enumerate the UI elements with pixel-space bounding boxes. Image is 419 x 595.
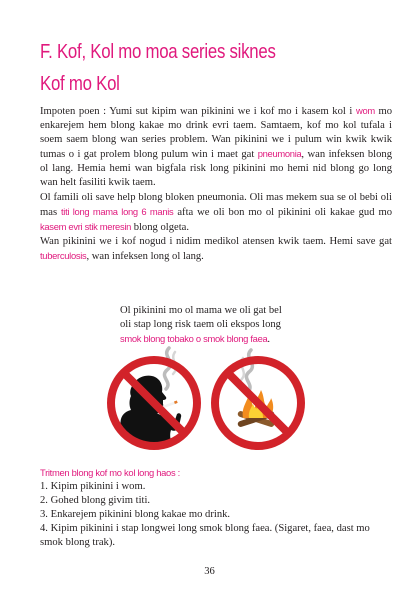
text-span: Impoten poen : Yumi sut kipim wan pikinini we i kof mo i kasem kol i — [40, 106, 356, 117]
treatment-heading: Tritmen blong kof mo kol long haos : — [40, 467, 180, 478]
home-treatment-section — [40, 465, 392, 550]
treatment-list — [40, 480, 392, 550]
no-fire-sign-icon — [203, 346, 313, 456]
paragraph-important-point — [40, 104, 392, 191]
text-span: , wan infeksen blong ol lang. Hemia hemi wan bigfala risk long pikinini mo hemi nid blong go long wan helt fasiliti kwik taem. — [40, 149, 393, 189]
section-subtitle: Kof mo Kol — [40, 73, 120, 95]
highlight-wom: wom — [355, 105, 375, 116]
page-number: 36 — [204, 566, 215, 577]
list-item: 2. Gohed blong givim titi. — [40, 495, 151, 507]
text-span: afta we oli bon mo ol pikinini oli kakae gud mo — [173, 206, 392, 218]
highlight-pneumonia: pneumonia — [257, 148, 302, 160]
paragraph-prevention — [40, 191, 392, 235]
text-span: Ol famili oli save help blong bloken pneumonia. Oli mas mekem sua se ol bebi oli mas — [40, 191, 392, 218]
warning-icons — [0, 346, 419, 458]
text-span: . — [267, 334, 271, 346]
no-smoking-sign-icon — [99, 346, 209, 456]
text-span: blong olgeta. — [131, 221, 190, 233]
list-item: 1. Kipim pikinini i wom. — [40, 481, 146, 492]
smoke-risk-note — [120, 304, 320, 347]
highlight-vaccines: kasem evri stik meresin — [40, 220, 132, 232]
section-title: F. Kof, Kol mo moa series siknes — [40, 41, 276, 63]
note-line-1: Ol pikinini mo ol mama we oli gat bel — [120, 305, 282, 316]
highlight-breastfeeding: titi long mama long 6 manis — [61, 205, 174, 217]
list-item: 3. Enkarejem pikinini blong kakae mo drink. — [40, 509, 231, 521]
text-span: , wan infeksen long ol lang. — [86, 250, 204, 262]
note-line-2: oli stap long risk taem oli ekspos long — [120, 319, 281, 331]
text-span: Wan pikinini we i kof nogud i nidim medikol atensen kwik taem. Hemi save gat — [40, 235, 392, 247]
body-text — [40, 104, 392, 264]
text-span: mo enkarejem hem blong kakae mo drink evri taem. Samtaem, kof mo kol tufala i soem saem blong wan series problem. Wan pikinini we i pulum win kwik kwik tumas o i gat prolem blong pulum win i maet gat — [40, 106, 393, 161]
highlight-smoke: smok blong tobako o smok blong faea — [120, 333, 268, 345]
paragraph-tuberculosis — [40, 235, 392, 264]
highlight-tuberculosis: tuberculosis — [40, 249, 87, 261]
list-item: 4. Kipim pikinini i stap longwei long smok blong faea. (Sigaret, faea, dast mo smok blong trak). — [40, 523, 370, 549]
